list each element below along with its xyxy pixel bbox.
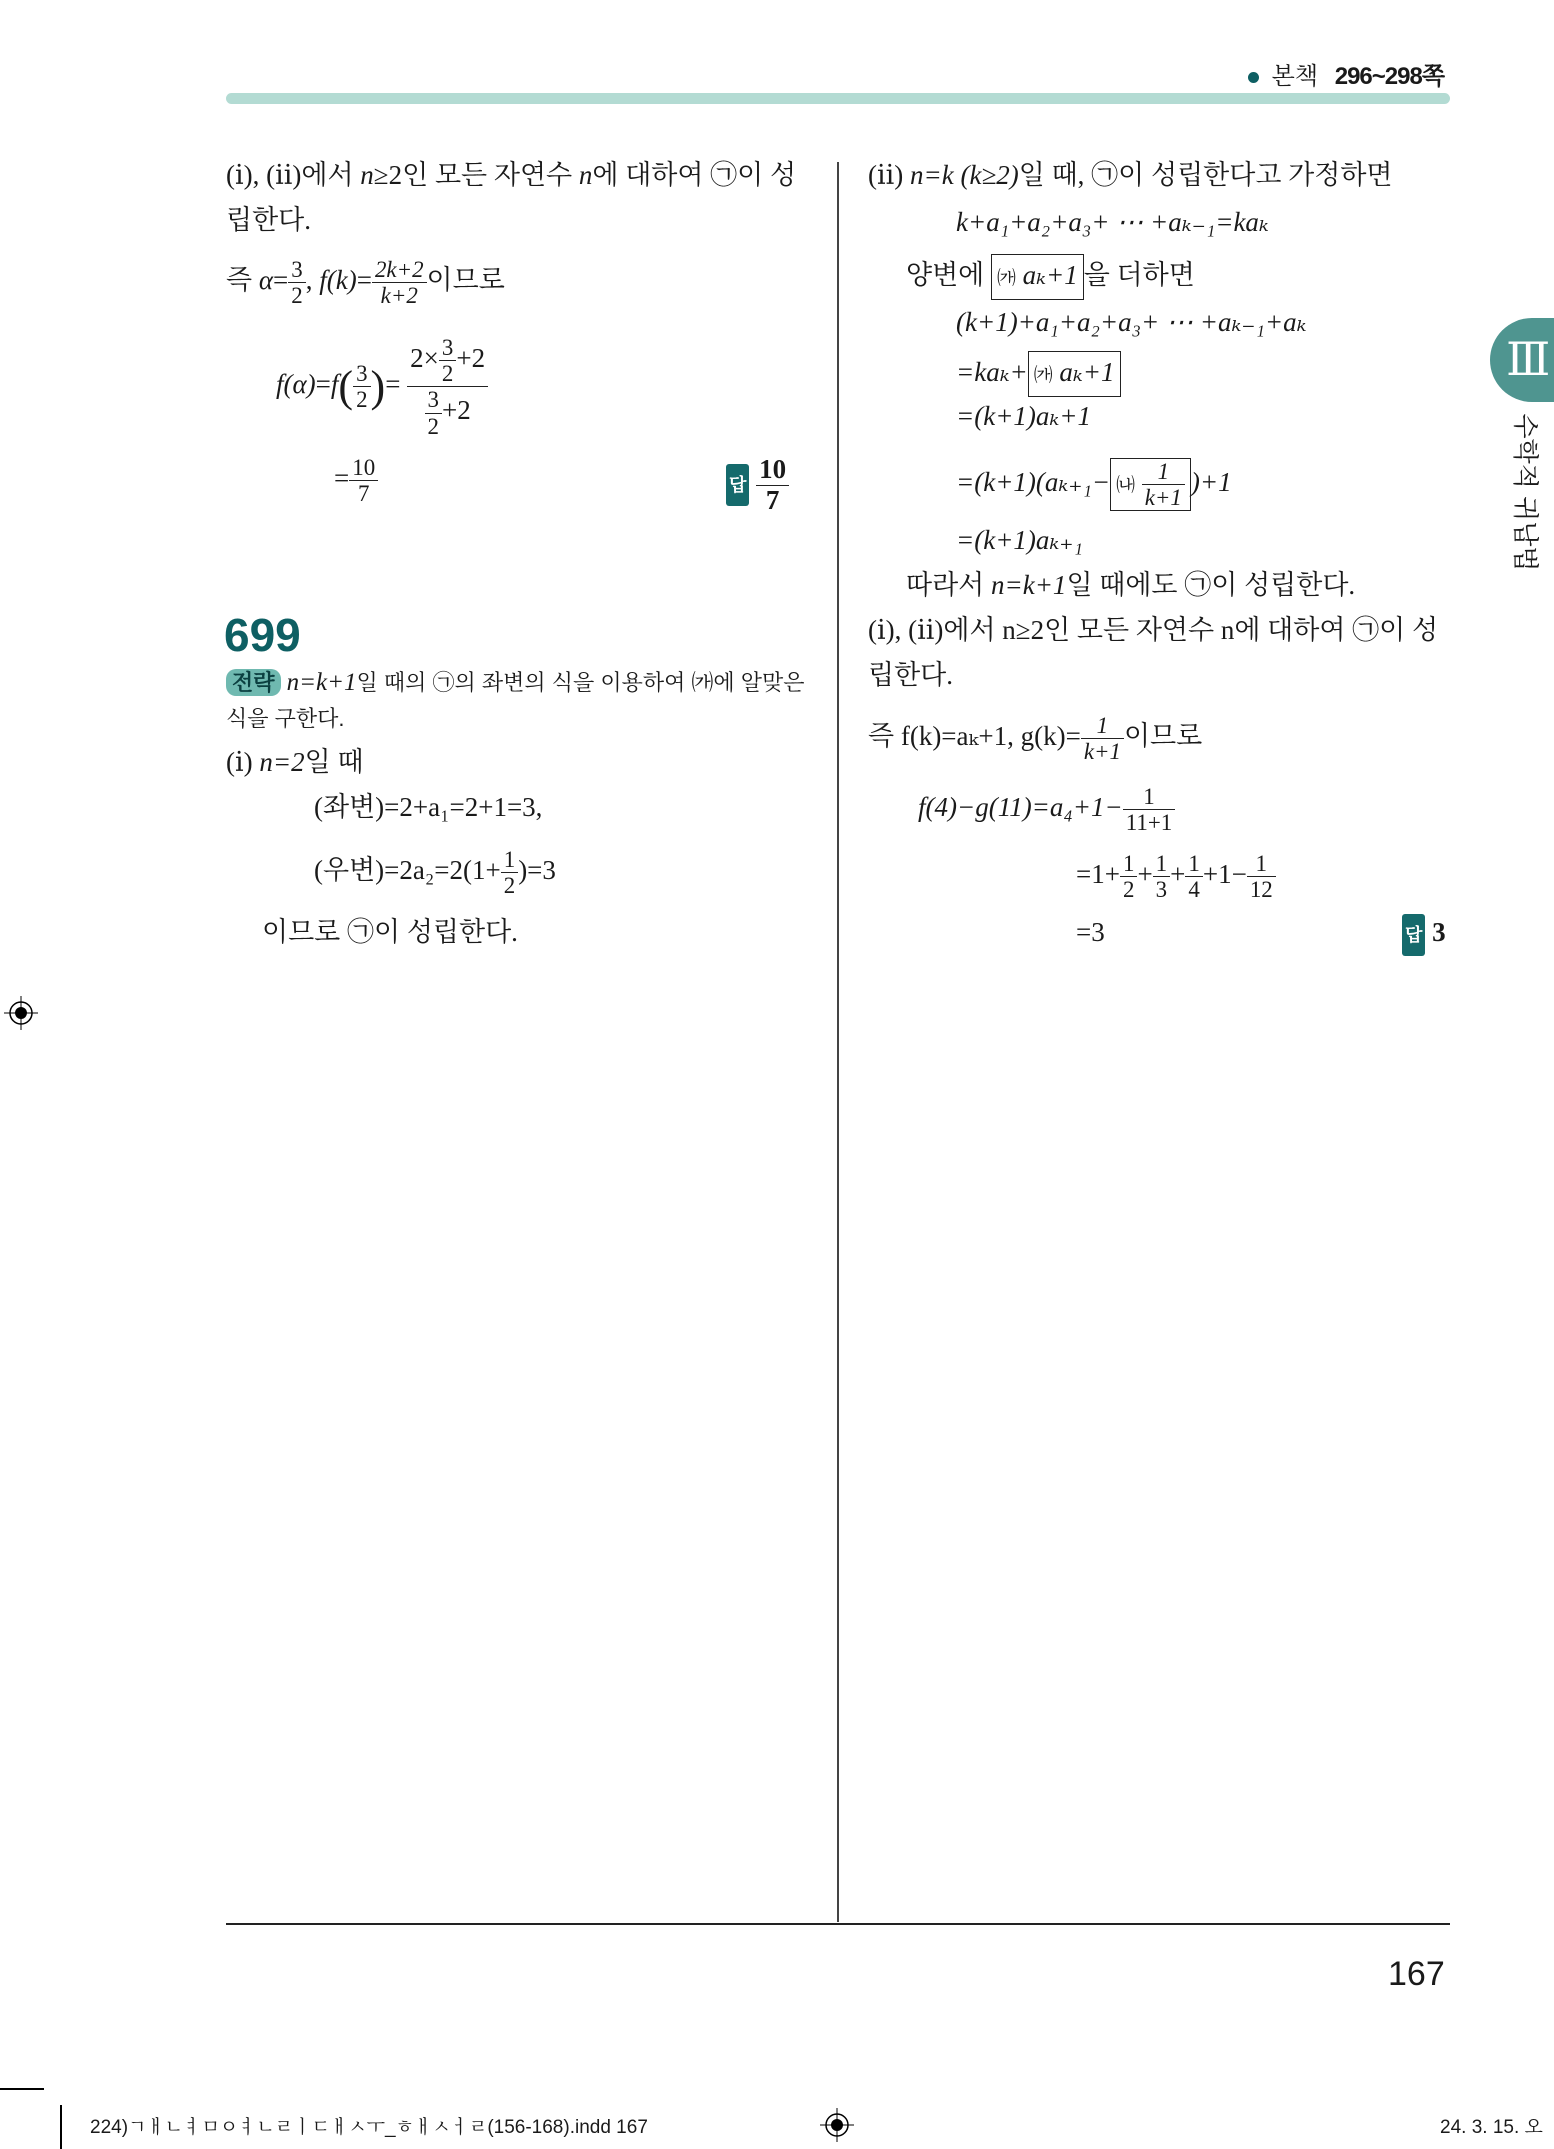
- rhs-line: [314, 847, 556, 898]
- math: aₖ+1: [1022, 260, 1078, 290]
- text: 에 대하여 ㉠이 성: [592, 160, 797, 190]
- den: 2: [427, 413, 439, 439]
- bullet-icon: [1248, 72, 1259, 83]
- bottom-rule: [226, 1923, 1450, 1925]
- text: (우변)=2a₂=2(1+: [314, 854, 501, 885]
- text: +1−: [1202, 858, 1247, 889]
- left-line-1: [226, 155, 796, 195]
- math: aₖ+1: [1059, 357, 1115, 387]
- math: f: [330, 369, 339, 400]
- left-line-2: 립한다.: [226, 205, 311, 235]
- den: 12: [1249, 877, 1273, 903]
- math: n=2: [259, 747, 305, 777]
- problem-number: 699: [224, 609, 301, 661]
- registration-mark-icon: [4, 996, 38, 1030]
- num: 1: [501, 847, 518, 873]
- tag: ㈎: [1033, 365, 1053, 386]
- fraction: [1123, 784, 1176, 835]
- math-var: n: [360, 160, 374, 190]
- den: k+2: [380, 283, 418, 309]
- answer-value: 3: [1432, 917, 1446, 947]
- math: =kaₖ+: [956, 357, 1028, 387]
- text: =: [334, 462, 350, 493]
- blank-ga: [1028, 351, 1121, 397]
- right-line-1: [868, 155, 1393, 195]
- text: +: [1137, 858, 1153, 889]
- math: f(k): [319, 264, 357, 295]
- right-line-10: (ⅰ), (ⅱ)에서 n≥2인 모든 자연수 n에 대하여 ㉠이 성: [868, 615, 1439, 645]
- text: 일 때, ㉠이 성립한다고 가정하면: [1018, 160, 1393, 190]
- chapter-title: 수학적 귀납법: [1510, 413, 1541, 572]
- right-line-11: 립한다.: [868, 660, 953, 690]
- fraction: [349, 455, 378, 506]
- right-line-6: =(k+1)aₖ+1: [956, 401, 1091, 431]
- header-reference: [1248, 56, 1444, 91]
- math: n=k+1: [286, 669, 357, 696]
- crop-mark: [0, 2088, 44, 2090]
- text: 양변에: [906, 260, 991, 290]
- den: 4: [1188, 877, 1200, 903]
- num: 1: [1185, 851, 1202, 877]
- math-var: n: [578, 160, 593, 190]
- den: 2: [1122, 877, 1135, 903]
- left-line-3: [226, 257, 505, 308]
- text: 일 때의 ㉠의 좌변의 식을 이용하여 ㈎에 알맞은: [356, 670, 805, 695]
- right-line-14: [1076, 851, 1276, 902]
- den: [407, 387, 488, 438]
- text: 즉: [226, 264, 259, 295]
- left-line-4: f(α)=f( $\frac{3}{2}$ )= 2× $\frac{3}{2}$ +2 $\frac{3}{2}$ +2: [276, 335, 488, 439]
- fraction: [439, 335, 456, 386]
- fraction: [288, 257, 305, 308]
- right-line-3: [906, 254, 1195, 300]
- num: [407, 335, 488, 387]
- answer-badge: 답: [1402, 914, 1425, 956]
- text: +: [1170, 858, 1186, 889]
- left-line-5: [334, 455, 378, 506]
- num: 10: [756, 455, 789, 486]
- header-pages: 296~298쪽: [1334, 63, 1445, 90]
- complex-fraction: [407, 335, 488, 439]
- holds-line: 이므로 ㉠이 성립한다.: [262, 917, 518, 947]
- math: n=k+1: [991, 570, 1067, 600]
- math: =(k+1)(aₖ₊₁−: [956, 466, 1111, 497]
- column-divider: [837, 162, 839, 1922]
- crop-mark: [60, 2105, 62, 2149]
- den: 3: [1155, 877, 1168, 903]
- num: 3: [353, 361, 370, 387]
- fraction: [501, 847, 518, 898]
- text: =: [273, 264, 289, 295]
- num: 1: [1123, 784, 1176, 810]
- text: (ⅰ), (ⅱ)에서: [226, 160, 361, 190]
- header-bar: [226, 93, 1450, 104]
- math: f(4)−g(11)=a₄+1−: [918, 791, 1123, 822]
- den: 11+1: [1125, 810, 1173, 836]
- strategy-line: [226, 666, 805, 697]
- lhs-line: (좌변)=2+a₁=2+1=3,: [314, 792, 543, 822]
- right-line-5: [956, 351, 1121, 397]
- fraction: [1142, 459, 1185, 510]
- fraction: [372, 257, 427, 308]
- num: 1: [1153, 851, 1170, 877]
- num: 1: [1247, 851, 1276, 877]
- math: f(α): [276, 369, 316, 400]
- den: k+1: [1083, 739, 1121, 765]
- num: 3: [288, 257, 305, 283]
- den: 7: [765, 484, 780, 515]
- num: 2k+2: [372, 257, 427, 283]
- text: 이므로: [1123, 720, 1203, 751]
- den: 7: [357, 481, 370, 507]
- text: 일 때: [304, 747, 364, 777]
- right-line-4: (k+1)+a₁+a₂+a₃+ ⋯ +aₖ₋₁+aₖ: [956, 307, 1307, 337]
- right-line-8: =(k+1)aₖ₊₁: [956, 525, 1083, 555]
- text: 을 더하면: [1083, 260, 1195, 290]
- math: )+1: [1190, 466, 1232, 497]
- chapter-tab: [1490, 318, 1554, 402]
- text: 이므로: [426, 264, 505, 295]
- text: ≥2인 모든 자연수: [373, 160, 579, 190]
- text: ,: [305, 264, 320, 295]
- right-line-13: [918, 784, 1175, 835]
- den: 2: [291, 283, 303, 309]
- fraction: [353, 361, 370, 412]
- text: 2×: [410, 342, 439, 373]
- right-line-12: [868, 713, 1202, 764]
- text: +2: [456, 342, 486, 373]
- text: =: [315, 369, 331, 400]
- text: =1+: [1076, 858, 1120, 889]
- strategy-badge: 전략: [226, 669, 281, 696]
- footer-date: 24. 3. 15. 오: [1440, 2117, 1543, 2138]
- chapter-numeral: Ⅲ: [1506, 334, 1551, 385]
- num: 1: [1120, 851, 1137, 877]
- text: )=3: [518, 854, 556, 885]
- answer: [726, 455, 789, 515]
- right-line-2: k+a₁+a₂+a₃+ ⋯ +aₖ₋₁=kaₖ: [956, 207, 1269, 237]
- den: k+1: [1144, 485, 1182, 511]
- math: n=k (k≥2): [910, 160, 1019, 190]
- text: (ⅰ): [226, 747, 260, 777]
- den: 2: [356, 387, 368, 413]
- text: 일 때에도 ㉠이 성립한다.: [1066, 570, 1356, 600]
- page-number: 167: [1388, 1955, 1445, 1993]
- math: 즉 f(k)=aₖ+1, g(k)=: [868, 720, 1081, 751]
- right-line-9: [906, 565, 1355, 605]
- text: 따라서: [906, 570, 991, 600]
- footer-filename: 224)ㄱㅐㄴㅕㅁㅇㅕㄴㄹㅣㄷㅐㅅㅜ_ㅎㅐㅅㅓㄹ(156-168).indd 167: [90, 2117, 648, 2138]
- tag: ㈎: [997, 268, 1016, 289]
- fraction: [1247, 851, 1276, 902]
- strategy-line-2: 식을 구한다.: [226, 706, 345, 731]
- fraction: [1153, 851, 1170, 902]
- header-label: 본책: [1271, 63, 1319, 90]
- num: 1: [1142, 459, 1185, 485]
- fraction: [1120, 851, 1137, 902]
- num: 10: [349, 455, 378, 481]
- answer-value: [756, 455, 789, 515]
- case1-line: [226, 742, 364, 782]
- blank-na: [1110, 458, 1191, 511]
- num: 3: [425, 387, 442, 413]
- answer-badge: 답: [726, 464, 749, 506]
- text: =: [356, 264, 372, 295]
- text: =: [385, 369, 401, 400]
- fraction: [425, 387, 442, 438]
- fraction: [1081, 713, 1124, 764]
- right-line-7: [956, 458, 1232, 511]
- den: 2: [441, 361, 454, 387]
- fraction: [1185, 851, 1202, 902]
- registration-mark-icon: [820, 2108, 854, 2142]
- text: +2: [442, 395, 471, 426]
- right-line-15: =3: [1076, 917, 1105, 947]
- den: 2: [503, 873, 516, 899]
- num: 3: [439, 335, 456, 361]
- tag: ㈏: [1116, 474, 1135, 496]
- math-var: α: [258, 264, 274, 295]
- num: 1: [1081, 713, 1124, 739]
- blank-ga: [991, 254, 1084, 300]
- answer-right: [1402, 912, 1446, 956]
- text: (ⅱ): [868, 160, 911, 190]
